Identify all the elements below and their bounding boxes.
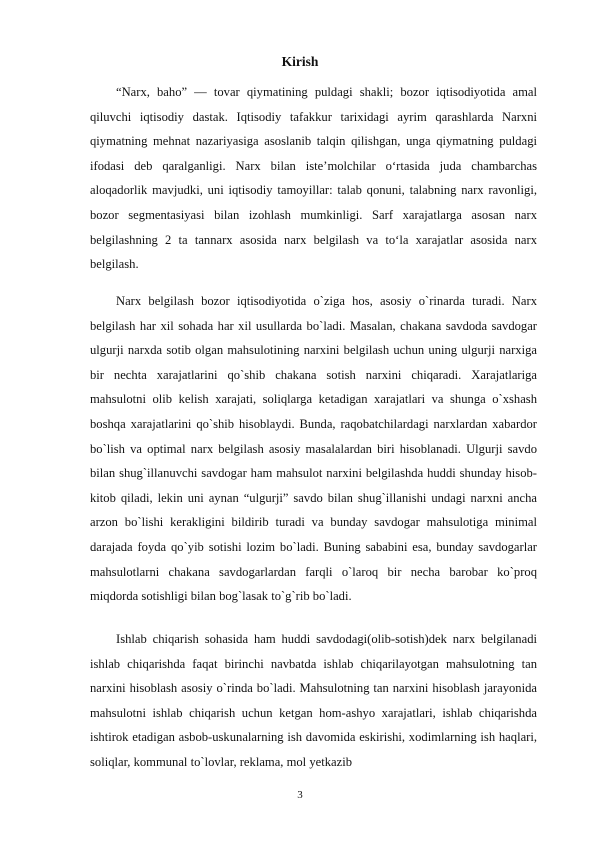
paragraph-3: Ishlab chiqarish sohasida ham huddi savdodagi(olib-sotish)dek narx belgilanadi ishlab chiqarishda faqat birinchi navbatda ishlab chiqarilayotgan mahsulotning tan narxini hisoblash asosiy o`rinda bo`ladi. Mahsulotning tan narxini hisoblash jarayonida mahsulotni ishlab chiqarish uchun ketgan hom-ashyo xarajatlari, ishlab chiqarishda ishtirok etadigan asbob-uskunalarning ish davomida eskirishi, xodimlarning ish haqlari, soliqlar, kommunal to`lovlar, reklama, mol yetkazib <box>90 632 537 769</box>
page-title: Kirish <box>281 54 319 69</box>
page-number: 3 <box>297 789 303 801</box>
paragraph-2: Narx belgilash bozor iqtisodiyotida o`ziga hos, asosiy o`rinarda turadi. Narx belgilash har xil sohada har xil usullarda bo`ladi. Masalan, chakana savdoda savdogar ulgurji narxda sotib olgan mahsulotining narxini belgilash uchun uning ulgurji narxiga bir nechta xarajatlarini qo`shib chakana sotish narxini chiqaradi. Xarajatlariga mahsulotni olib kelish xarajati, soliqlarga ketadigan xarajatlari va shunga o`xshash boshqa xarajatlarini qo`shib hisoblaydi. Bunda, raqobatchilardagi narxlardan xabardor bo`lish va optimal narx belgilash asosiy masalalardan biri hisoblanadi. Ulgurji savdo bilan shug`illanuvchi savdogar ham mahsulot narxini belgilashda huddi shunday hisob-kitob qiladi, lekin uni aynan “ulgurji” savdo bilan shug`illanishi undagi narxni ancha arzon bo`lishi kerakligini bildirib turadi va bunday savdogar mahsulotiga minimal darajada foyda qo`yib sotishi lozim bo`ladi. Buning sababini esa, bunday savdogarlar mahsulotlarni chakana savdogarlardan farqli o`laroq bir necha barobar ko`proq miqdorda sotishligi bilan bog`lasak to`g`rib bo`ladi. <box>90 294 537 604</box>
paragraph-1: “Narx, baho” — tovar qiymatining puldagi shakli; bozor iqtisodiyotida amal qiluvchi iqtisodiy dastak. Iqtisodiy tafakkur tarixidagi ayrim qarashlarda Narxni qiymatning mehnat nazariyasiga asoslanib talqin qilishgan, unga qiymatning puldagi ifodasi deb qaralganligi. Narx bilan iste’molchilar o‘rtasida juda chambarchas aloqadorlik mavjudki, uni iqtisodiy tamoyillar: talab qonuni, talabning narx ravonligi, bozor segmentasiyasi bilan izohlash mumkinligi. Sarf xarajatlarga asosan narx belgilashning 2 ta tannarx asosida narx belgilash va to‘la xarajatlar asosida narx belgilash. <box>90 85 537 272</box>
